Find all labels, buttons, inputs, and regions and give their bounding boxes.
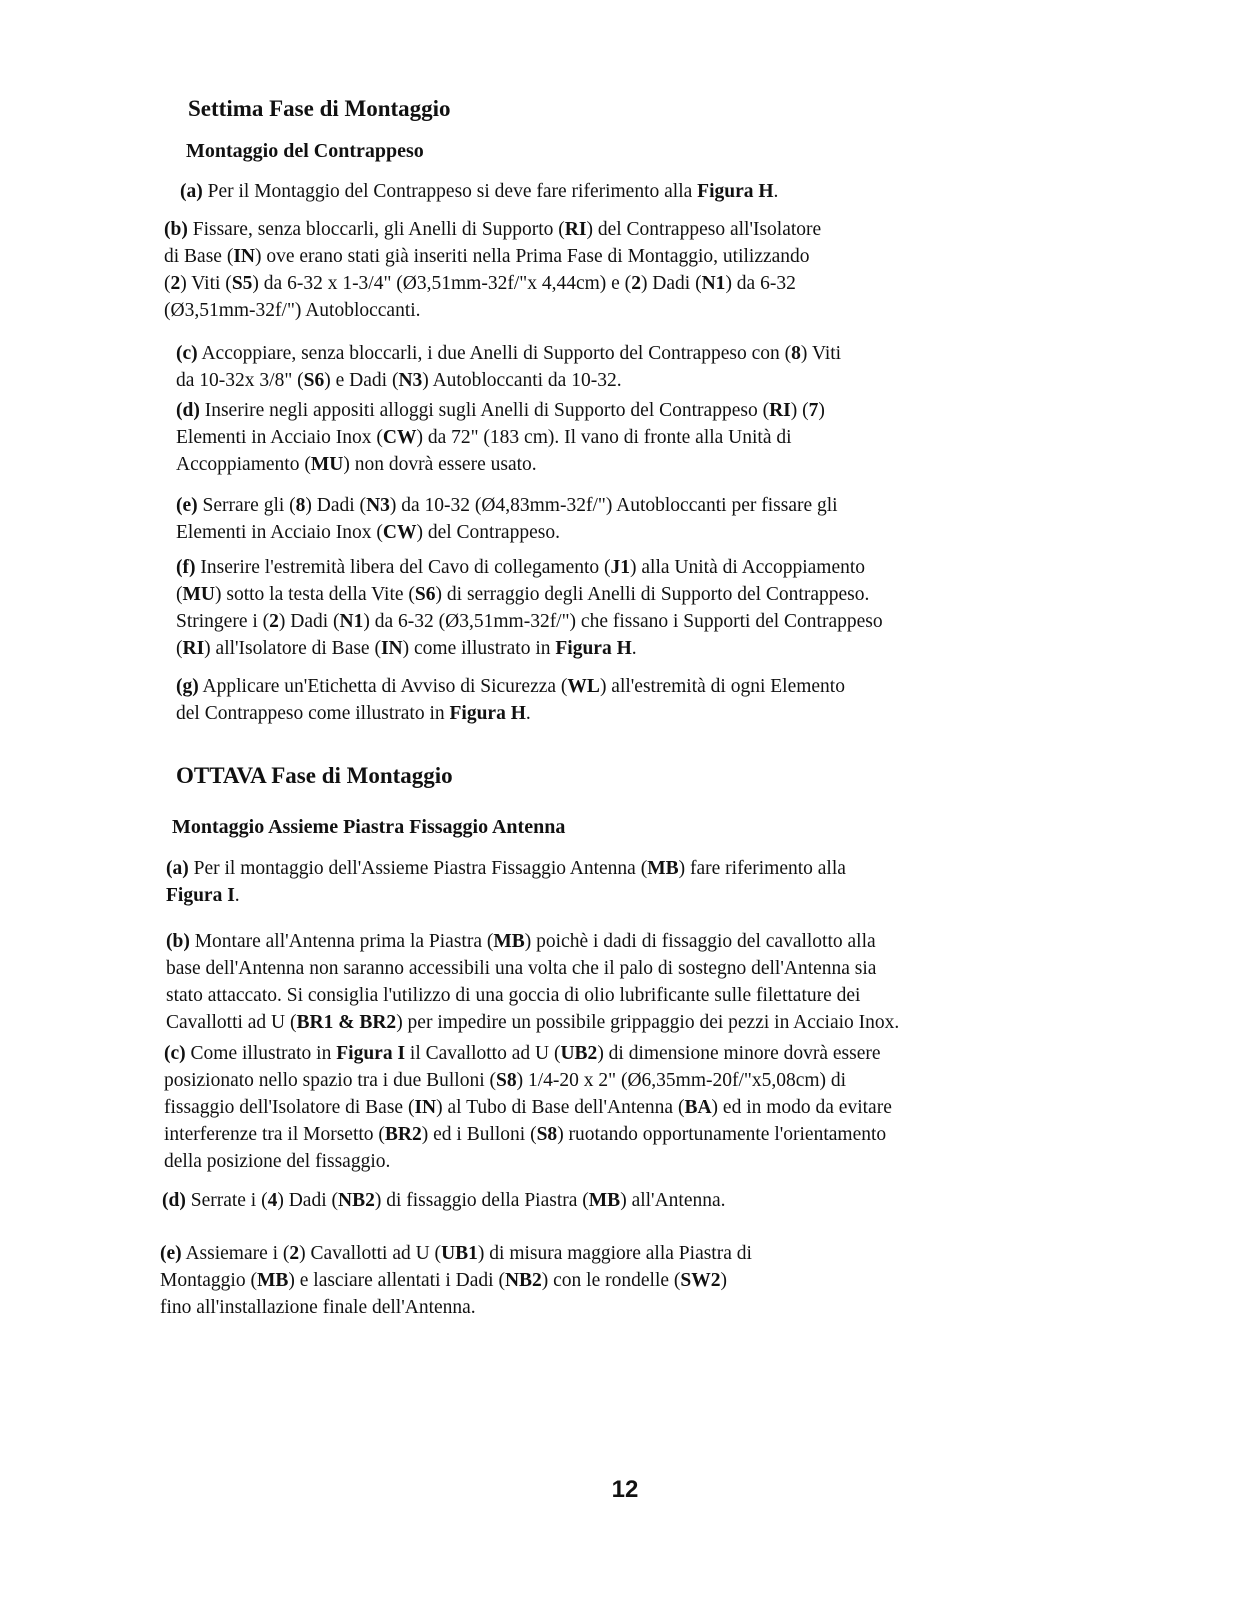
step-7a bbox=[180, 178, 778, 205]
paragraph-line: (f) Inserire l'estremità libera del Cavo di collegamento (J1) alla Unità di Accoppiamento bbox=[176, 557, 866, 578]
paragraph-line: (b) Fissare, senza bloccarli, gli Anelli di Supporto (RI) del Contrappeso all'Isolatore bbox=[164, 219, 822, 240]
paragraph-line: (d) Inserire negli appositi alloggi sugli Anelli di Supporto del Contrappeso (RI) (7) bbox=[176, 400, 825, 421]
paragraph-line: (MU) sotto la testa della Vite (S6) di serraggio degli Anelli di Supporto del Contrappeso. bbox=[176, 584, 870, 605]
step-7f bbox=[176, 554, 883, 662]
step-7d bbox=[176, 397, 825, 478]
section-title-settima: Settima Fase di Montaggio bbox=[188, 96, 451, 121]
paragraph-line: (b) Montare all'Antenna prima la Piastra (MB) poichè i dadi di fissaggio del cavallotto alla bbox=[166, 931, 876, 952]
paragraph-line: posizionato nello spazio tra i due Bulloni (S8) 1/4-20 x 2" (Ø6,35mm-20f/"x5,08cm) di bbox=[164, 1070, 847, 1091]
paragraph-line: Figura I. bbox=[166, 885, 240, 906]
paragraph-line: (c) Accoppiare, senza bloccarli, i due Anelli di Supporto del Contrappeso con (8) Viti bbox=[176, 343, 842, 364]
paragraph-line: da 10-32x 3/8" (S6) e Dadi (N3) Autobloccanti da 10-32. bbox=[176, 370, 622, 391]
step-7b bbox=[164, 216, 821, 324]
paragraph-line: Elementi in Acciaio Inox (CW) da 72" (183 cm). Il vano di fronte alla Unità di bbox=[176, 427, 792, 448]
paragraph-line: (RI) all'Isolatore di Base (IN) come illustrato in Figura H. bbox=[176, 638, 637, 659]
paragraph-line: interferenze tra il Morsetto (BR2) ed i Bulloni (S8) ruotando opportunamente l'orientamento bbox=[164, 1124, 887, 1145]
paragraph-line: (e) Serrare gli (8) Dadi (N3) da 10-32 (Ø4,83mm-32f/") Autobloccanti per fissare gli bbox=[176, 495, 838, 516]
step-8c bbox=[164, 1040, 892, 1175]
paragraph-line: stato attaccato. Si consiglia l'utilizzo di una goccia di olio lubrificante sulle filettature dei bbox=[166, 985, 861, 1006]
paragraph-line: (Ø3,51mm-32f/") Autobloccanti. bbox=[164, 300, 421, 321]
step-8a bbox=[166, 855, 846, 909]
paragraph-line: della posizione del fissaggio. bbox=[164, 1151, 391, 1172]
page-number: 12 bbox=[611, 1476, 639, 1503]
step-7c bbox=[176, 340, 841, 394]
paragraph-line: (e) Assiemare i (2) Cavallotti ad U (UB1) di misura maggiore alla Piastra di bbox=[160, 1243, 752, 1264]
paragraph-line: (d) Serrate i (4) Dadi (NB2) di fissaggio della Piastra (MB) all'Antenna. bbox=[162, 1190, 726, 1211]
step-7e bbox=[176, 492, 838, 546]
paragraph-line: (a) Per il montaggio dell'Assieme Piastra Fissaggio Antenna (MB) fare riferimento alla bbox=[166, 858, 846, 879]
paragraph-line: del Contrappeso come illustrato in Figura H. bbox=[176, 703, 531, 724]
paragraph-line: (a) Per il Montaggio del Contrappeso si deve fare riferimento alla Figura H. bbox=[180, 181, 779, 202]
paragraph-line: di Base (IN) ove erano stati già inseriti nella Prima Fase di Montaggio, utilizzando bbox=[164, 246, 810, 267]
subtitle-piastra: Montaggio Assieme Piastra Fissaggio Antenna bbox=[172, 816, 566, 838]
paragraph-line: fino all'installazione finale dell'Antenna. bbox=[160, 1297, 476, 1318]
paragraph-line: Accoppiamento (MU) non dovrà essere usato. bbox=[176, 454, 537, 475]
step-7g bbox=[176, 673, 845, 727]
paragraph-line: Stringere i (2) Dadi (N1) da 6-32 (Ø3,51mm-32f/") che fissano i Supporti del Contrappeso bbox=[176, 611, 883, 632]
step-8d bbox=[162, 1187, 726, 1214]
paragraph-line: base dell'Antenna non saranno accessibili una volta che il palo di sostegno dell'Antenna sia bbox=[166, 958, 877, 979]
paragraph-line: Elementi in Acciaio Inox (CW) del Contrappeso. bbox=[176, 522, 560, 543]
paragraph-line: fissaggio dell'Isolatore di Base (IN) al Tubo di Base dell'Antenna (BA) ed in modo da evitare bbox=[164, 1097, 892, 1118]
section-title-ottava: OTTAVA Fase di Montaggio bbox=[176, 763, 453, 788]
paragraph-line: (c) Come illustrato in Figura I il Cavallotto ad U (UB2) di dimensione minore dovrà essere bbox=[164, 1043, 881, 1064]
paragraph-line: Montaggio (MB) e lasciare allentati i Dadi (NB2) con le rondelle (SW2) bbox=[160, 1270, 727, 1291]
paragraph-line: (2) Viti (S5) da 6-32 x 1-3/4" (Ø3,51mm-32f/"x 4,44cm) e (2) Dadi (N1) da 6-32 bbox=[164, 273, 796, 294]
paragraph-line: Cavallotti ad U (BR1 & BR2) per impedire un possibile grippaggio dei pezzi in Acciaio Inox. bbox=[166, 1012, 900, 1033]
subtitle-contrappeso: Montaggio del Contrappeso bbox=[186, 140, 424, 162]
paragraph-line: (g) Applicare un'Etichetta di Avviso di Sicurezza (WL) all'estremità di ogni Elemento bbox=[176, 676, 845, 697]
step-8e bbox=[160, 1240, 752, 1321]
step-8b bbox=[166, 928, 899, 1036]
